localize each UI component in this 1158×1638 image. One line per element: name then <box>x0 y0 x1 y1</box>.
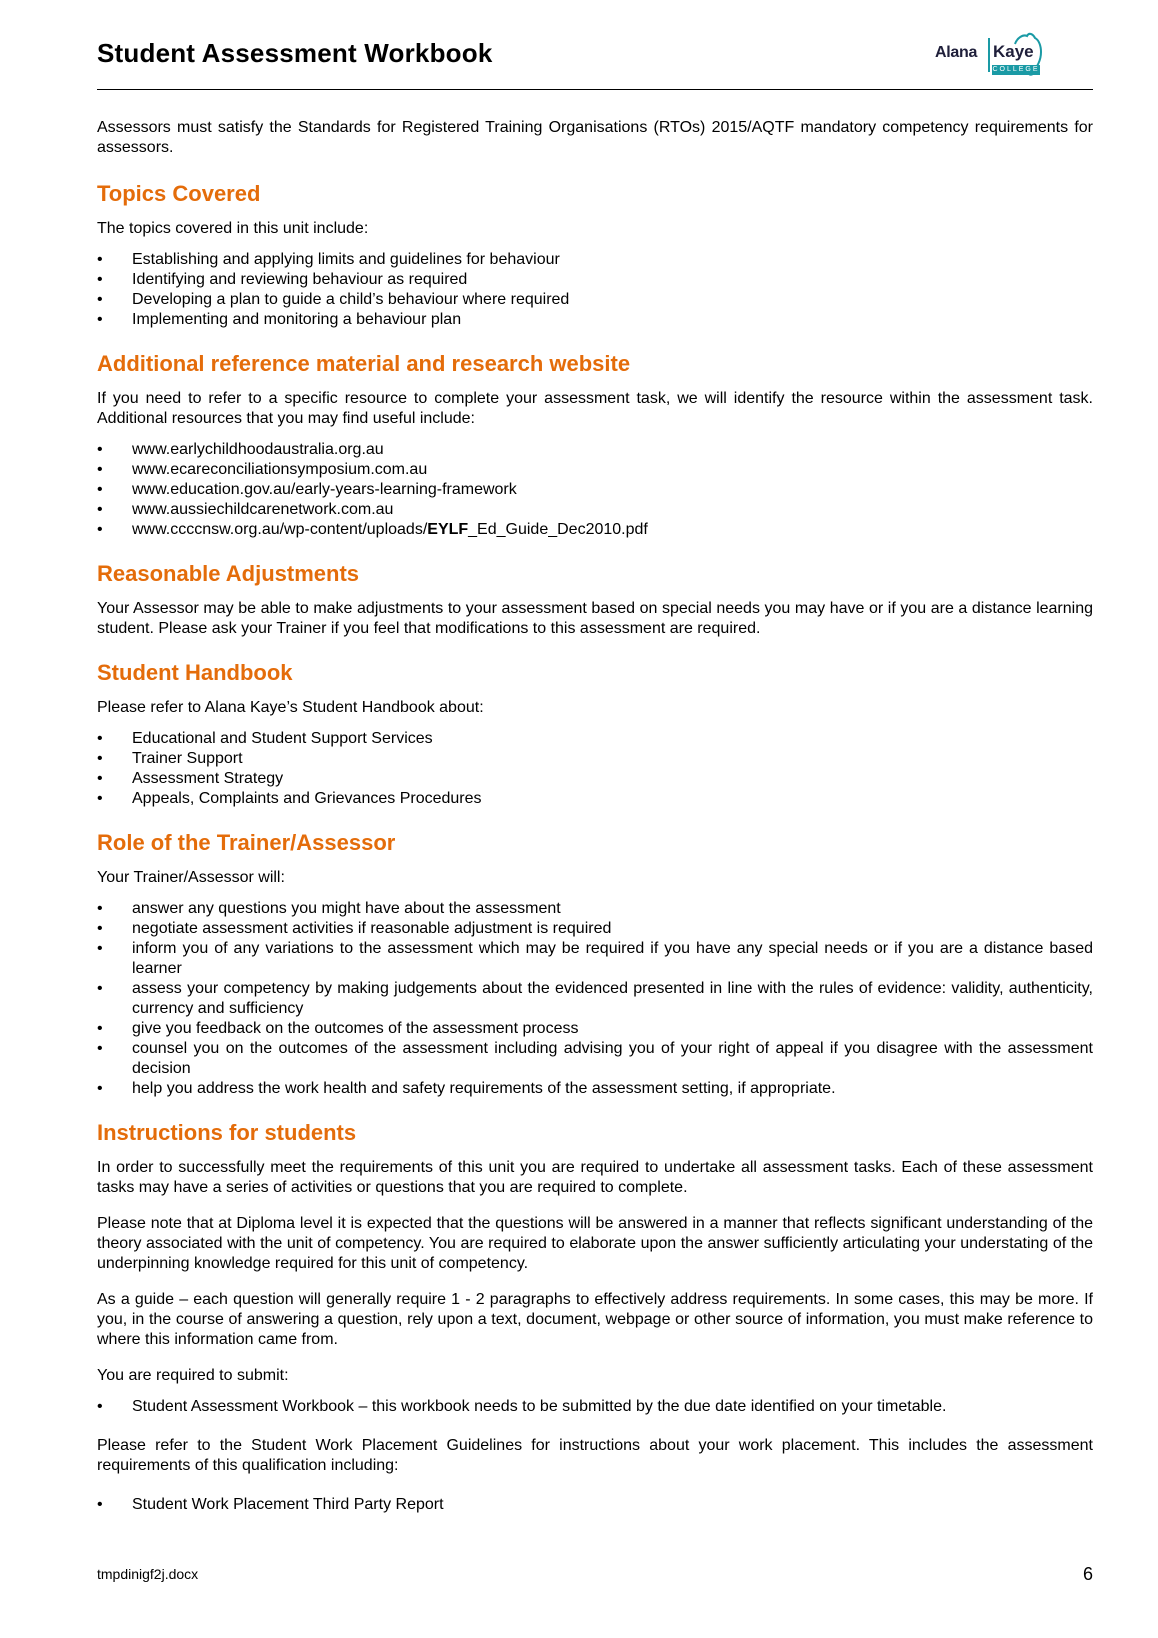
instructions-paragraph-4: You are required to submit: <box>97 1367 289 1384</box>
website-link[interactable]: www.aussiechildcarenetwork.com.au <box>132 501 394 518</box>
list-item <box>97 789 1093 809</box>
reference-list <box>97 440 1093 540</box>
list-item-text: Establishing and applying limits and guidelines for behaviour <box>132 251 560 268</box>
bullet: • <box>97 1496 103 1513</box>
instructions-paragraph-5: Please refer to the Student Work Placement Guidelines for instructions about your work placement. This includes the assessment requirements of this qualification including: <box>97 1437 1093 1474</box>
list-item <box>97 520 1093 540</box>
website-link[interactable]: www.earlychildhoodaustralia.org.au <box>132 441 384 458</box>
list-item <box>97 1019 1093 1039</box>
instructions-paragraph-3: As a guide – each question will generally require 1 - 2 paragraphs to effectively address requirements. In some cases, this may be more. If you, in the course of answering a question, rely upon a text, document, webpage or other source of information, you must make reference to where this information came from. <box>97 1291 1093 1348</box>
list-item <box>97 1495 1093 1515</box>
bullet: • <box>97 311 103 328</box>
adjustments-heading: Reasonable Adjustments <box>97 561 360 586</box>
footer-filename: tmpdinigf2j.docx <box>97 1566 199 1582</box>
list-item-text: Identifying and reviewing behaviour as required <box>132 271 468 288</box>
bullet: • <box>97 501 103 518</box>
list-item <box>97 1079 1093 1099</box>
bullet: • <box>97 461 103 478</box>
handbook-heading: Student Handbook <box>97 660 293 685</box>
list-item-text: negotiate assessment activities if reasonable adjustment is required <box>132 920 612 937</box>
list-item <box>97 460 1093 480</box>
bullet: • <box>97 1040 103 1057</box>
topics-heading: Topics Covered <box>97 181 261 206</box>
list-item <box>97 749 1093 769</box>
logo-name-left: Alana <box>935 44 978 61</box>
list-item <box>97 1039 1093 1079</box>
list-item <box>97 769 1093 789</box>
list-item <box>97 290 1093 310</box>
submit-list <box>97 1397 1093 1417</box>
bullet: • <box>97 1080 103 1097</box>
topics-list <box>97 250 1093 330</box>
intro-paragraph: Assessors must satisfy the Standards for Registered Training Organisations (RTOs) 2015/AQTF mandatory competency requirements for assessors. <box>97 119 1093 156</box>
list-item <box>97 1397 1093 1417</box>
bullet: • <box>97 980 103 997</box>
bullet: • <box>97 441 103 458</box>
bullet: • <box>97 790 103 807</box>
document-title: Student Assessment Workbook <box>97 38 493 68</box>
handbook-lead: Please refer to Alana Kaye’s Student Handbook about: <box>97 699 484 716</box>
bullet: • <box>97 1020 103 1037</box>
bullet: • <box>97 750 103 767</box>
list-item-text: assess your competency by making judgements about the evidenced presented in line with the rules of evidence: validity, authenticity, currency and sufficiency <box>132 980 1093 1017</box>
logo-college-band: COLLEGE <box>992 66 1040 73</box>
list-item-text: Student Work Placement Third Party Report <box>132 1496 444 1513</box>
role-lead: Your Trainer/Assessor will: <box>97 869 285 886</box>
role-list <box>97 899 1093 1099</box>
list-item <box>97 250 1093 270</box>
bullet: • <box>97 900 103 917</box>
website-link[interactable]: www.education.gov.au/early-years-learning-framework <box>132 481 517 498</box>
list-item <box>97 480 1093 500</box>
website-link[interactable]: www.ecareconciliationsymposium.com.au <box>132 461 428 478</box>
bullet: • <box>97 521 103 538</box>
bullet: • <box>97 291 103 308</box>
list-item-text: inform you of any variations to the assessment which may be required if you have any special needs or if you are a distance based learner <box>132 940 1093 977</box>
instructions-paragraph-2: Please note that at Diploma level it is expected that the questions will be answered in a manner that reflects significant understanding of the theory associated with the unit of competency. You are required to elaborate upon the answer sufficiently articulating your understating of the underpinning knowledge required for this unit of competency. <box>97 1215 1093 1272</box>
instructions-paragraph-1: In order to successfully meet the requirements of this unit you are required to undertake all assessment tasks. Each of these assessment tasks may have a series of activities or questions that you are required to complete. <box>97 1159 1093 1196</box>
bullet: • <box>97 730 103 747</box>
link-bold-part: EYLF <box>427 521 469 538</box>
bullet: • <box>97 251 103 268</box>
bullet: • <box>97 271 103 288</box>
list-item-text: help you address the work health and safety requirements of the assessment setting, if appropriate. <box>132 1080 836 1097</box>
link-suffix: _Ed_Guide_Dec2010.pdf <box>468 521 648 538</box>
logo-name-right: Kaye <box>993 42 1034 61</box>
bullet: • <box>97 481 103 498</box>
list-item-text: give you feedback on the outcomes of the assessment process <box>132 1020 579 1037</box>
link-prefix: www.ccccnsw.org.au/wp-content/uploads/ <box>132 521 428 538</box>
document-body <box>97 118 1093 1515</box>
adjustments-paragraph: Your Assessor may be able to make adjustments to your assessment based on special needs you may have or if you are a distance learning student. Please ask your Trainer if you feel that modifications to this assessment are required. <box>97 600 1093 637</box>
list-item-text: Student Assessment Workbook – this workbook needs to be submitted by the due date identified on your timetable. <box>132 1398 947 1415</box>
list-item-text: Assessment Strategy <box>132 770 284 787</box>
list-item <box>97 979 1093 1019</box>
bullet: • <box>97 1398 103 1415</box>
list-item <box>97 919 1093 939</box>
website-link[interactable] <box>132 521 648 538</box>
list-item <box>97 500 1093 520</box>
page-header <box>97 28 1093 90</box>
topics-lead: The topics covered in this unit include: <box>97 220 369 237</box>
list-item-text: counsel you on the outcomes of the assessment including advising you of your right of appeal if you disagree with the assessment decision <box>132 1040 1093 1077</box>
list-item-text: Developing a plan to guide a child’s behaviour where required <box>132 291 570 308</box>
list-item <box>97 729 1093 749</box>
bullet: • <box>97 940 103 957</box>
list-item <box>97 899 1093 919</box>
bullet: • <box>97 920 103 937</box>
college-logo <box>935 30 1045 80</box>
reference-heading: Additional reference material and research website <box>97 351 631 376</box>
bullet: • <box>97 770 103 787</box>
handbook-list <box>97 729 1093 809</box>
placement-list <box>97 1495 1093 1515</box>
list-item <box>97 270 1093 290</box>
list-item <box>97 310 1093 330</box>
list-item-text: Educational and Student Support Services <box>132 730 433 747</box>
list-item-text: Implementing and monitoring a behaviour plan <box>132 311 462 328</box>
instructions-heading: Instructions for students <box>97 1120 357 1145</box>
page-number: 6 <box>1082 1564 1093 1584</box>
list-item-text: answer any questions you might have about the assessment <box>132 900 561 917</box>
list-item <box>97 939 1093 979</box>
list-item <box>97 440 1093 460</box>
logo-divider <box>988 38 990 72</box>
list-item-text: Trainer Support <box>132 750 243 767</box>
role-heading: Role of the Trainer/Assessor <box>97 830 396 855</box>
list-item-text: Appeals, Complaints and Grievances Procedures <box>132 790 482 807</box>
reference-lead: If you need to refer to a specific resource to complete your assessment task, we will identify the resource within the assessment task. Additional resources that you may find useful include: <box>97 390 1093 427</box>
